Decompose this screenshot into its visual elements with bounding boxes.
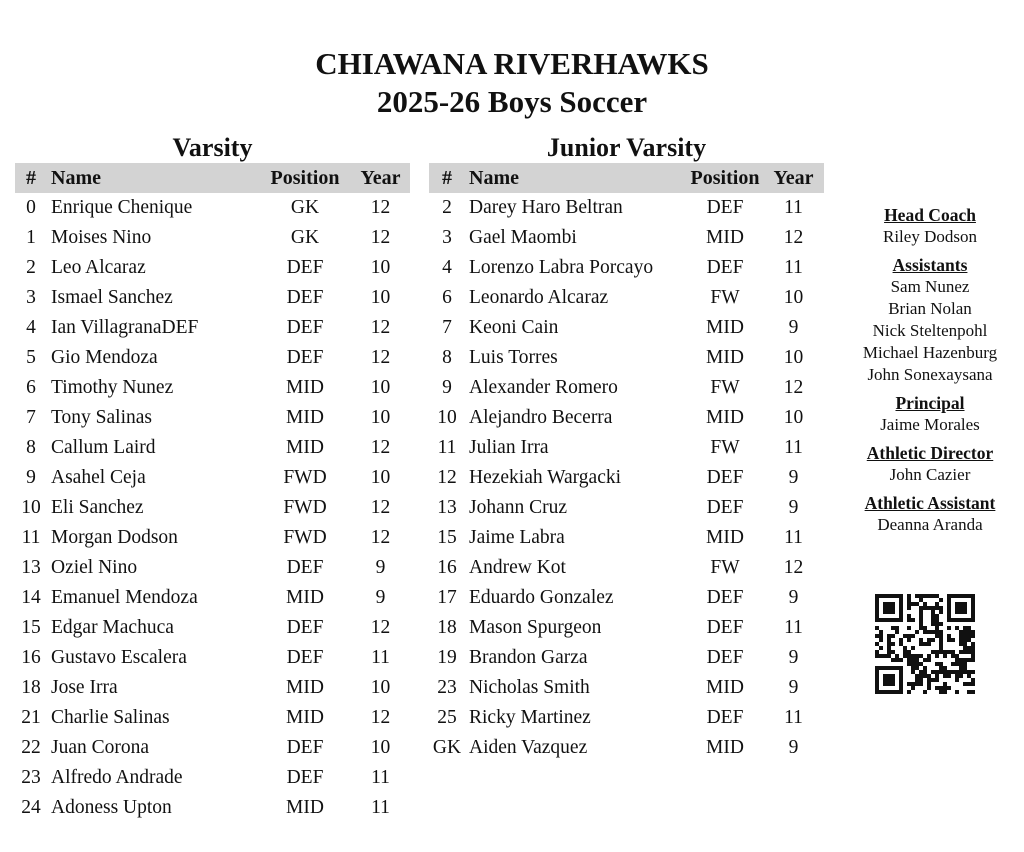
player-name: Juan Corona	[51, 737, 150, 758]
player-name: Ricky Martinez	[469, 707, 591, 728]
player-number: 23	[437, 677, 457, 698]
player-name: Jaime Labra	[469, 527, 565, 548]
player-name: Adoness Upton	[51, 797, 172, 818]
player-year: 12	[783, 557, 804, 578]
player-year: 12	[370, 317, 391, 338]
staff-name: Sam Nunez	[890, 277, 970, 296]
player-year: 10	[370, 407, 391, 428]
jv-roster-table	[429, 163, 824, 763]
player-name: Luis Torres	[469, 347, 558, 368]
player-number: 4	[26, 317, 36, 338]
table-row	[429, 193, 824, 223]
player-position: MID	[706, 347, 744, 368]
player-position: MID	[706, 227, 744, 248]
player-name: Aiden Vazquez	[469, 737, 588, 758]
table-row	[15, 523, 410, 553]
player-number: 9	[442, 377, 452, 398]
coaching-staff	[846, 204, 1014, 536]
table-row	[15, 433, 410, 463]
player-name: Ian VillagranaDEF	[51, 317, 199, 338]
player-position: DEF	[706, 497, 744, 518]
player-position: MID	[286, 407, 324, 428]
player-position: DEF	[286, 557, 324, 578]
player-position: DEF	[286, 737, 324, 758]
table-row	[429, 703, 824, 733]
player-number: 5	[26, 347, 36, 368]
player-number: 10	[21, 497, 41, 518]
player-name: Lorenzo Labra Porcayo	[469, 257, 654, 278]
staff-heading: Assistants	[892, 255, 968, 275]
player-year: 11	[371, 797, 390, 818]
player-year: 11	[784, 527, 803, 548]
table-row	[429, 283, 824, 313]
page-title: CHIAWANA RIVERHAWKS	[315, 46, 709, 81]
player-position: DEF	[706, 707, 744, 728]
table-row	[15, 763, 410, 793]
player-year: 11	[371, 647, 390, 668]
qr-code-icon	[875, 594, 975, 694]
varsity-title: Varsity	[172, 133, 253, 162]
player-year: 10	[370, 377, 391, 398]
player-position: GK	[290, 227, 320, 248]
player-year: 12	[370, 227, 391, 248]
table-row	[15, 193, 410, 223]
player-position: FW	[710, 557, 740, 578]
table-row	[15, 553, 410, 583]
varsity-roster-table	[15, 163, 410, 823]
player-position: FWD	[283, 527, 327, 548]
player-position: DEF	[706, 617, 744, 638]
player-year: 11	[784, 437, 803, 458]
player-year: 10	[370, 257, 391, 278]
player-number: GK	[432, 737, 462, 758]
column-header-name: Name	[465, 163, 687, 193]
player-year: 9	[788, 677, 799, 698]
player-name: Timothy Nunez	[51, 377, 174, 398]
table-row	[429, 673, 824, 703]
player-name: Andrew Kot	[469, 557, 566, 578]
table-row	[15, 733, 410, 763]
player-year: 9	[788, 737, 799, 758]
player-number: 18	[21, 677, 41, 698]
staff-name: Brian Nolan	[888, 299, 972, 318]
table-row	[429, 553, 824, 583]
player-name: Morgan Dodson	[51, 527, 178, 548]
column-header-year: Year	[351, 163, 410, 193]
player-year: 12	[370, 497, 391, 518]
column-header-year: Year	[763, 163, 824, 193]
table-row	[15, 403, 410, 433]
player-year: 11	[784, 707, 803, 728]
player-number: 10	[437, 407, 457, 428]
staff-name: Michael Hazenburg	[862, 343, 998, 362]
column-header-number: #	[429, 163, 465, 193]
player-number: 2	[26, 257, 36, 278]
player-year: 10	[370, 467, 391, 488]
table-row	[15, 313, 410, 343]
player-name: Leo Alcaraz	[51, 257, 146, 278]
player-name: Eli Sanchez	[51, 497, 144, 518]
player-year: 12	[370, 197, 391, 218]
player-position: GK	[290, 197, 320, 218]
player-name: Eduardo Gonzalez	[469, 587, 614, 608]
player-number: 14	[21, 587, 41, 608]
player-position: MID	[706, 407, 744, 428]
player-name: Edgar Machuca	[51, 617, 174, 638]
player-name: Brandon Garza	[469, 647, 588, 668]
table-row	[15, 373, 410, 403]
player-name: Tony Salinas	[51, 407, 153, 428]
player-year: 12	[783, 227, 804, 248]
player-number: 8	[442, 347, 452, 368]
table-row	[429, 523, 824, 553]
table-row	[429, 253, 824, 283]
player-year: 9	[788, 467, 799, 488]
player-position: DEF	[706, 197, 744, 218]
table-row	[429, 613, 824, 643]
player-number: 7	[26, 407, 36, 428]
staff-heading: Athletic Director	[866, 443, 994, 463]
player-year: 9	[788, 647, 799, 668]
table-row	[429, 733, 824, 763]
jv-title: Junior Varsity	[546, 133, 707, 162]
table-row	[429, 223, 824, 253]
player-year: 12	[370, 437, 391, 458]
player-year: 10	[783, 407, 804, 428]
player-number: 16	[21, 647, 41, 668]
player-year: 10	[370, 677, 391, 698]
player-year: 9	[375, 587, 386, 608]
player-year: 10	[370, 287, 391, 308]
staff-name: Jaime Morales	[880, 415, 980, 434]
table-row	[15, 703, 410, 733]
player-year: 11	[784, 617, 803, 638]
staff-name: Riley Dodson	[883, 227, 977, 246]
player-number: 23	[21, 767, 41, 788]
player-year: 9	[375, 557, 386, 578]
player-number: 18	[437, 617, 457, 638]
player-position: MID	[706, 677, 744, 698]
player-position: MID	[286, 677, 324, 698]
player-name: Hezekiah Wargacki	[469, 467, 622, 488]
player-position: DEF	[706, 467, 744, 488]
player-name: Gio Mendoza	[51, 347, 158, 368]
player-position: MID	[706, 317, 744, 338]
player-position: DEF	[286, 767, 324, 788]
player-name: Alfredo Andrade	[51, 767, 183, 788]
player-name: Enrique Chenique	[51, 197, 193, 218]
player-position: FW	[710, 377, 740, 398]
player-number: 0	[26, 197, 36, 218]
player-position: FWD	[283, 497, 327, 518]
table-row	[429, 403, 824, 433]
table-row	[429, 643, 824, 673]
player-name: Keoni Cain	[469, 317, 559, 338]
player-year: 10	[783, 347, 804, 368]
player-name: Nicholas Smith	[469, 677, 590, 698]
player-position: DEF	[286, 257, 324, 278]
player-position: MID	[286, 437, 324, 458]
player-position: FWD	[283, 467, 327, 488]
staff-heading: Head Coach	[884, 205, 976, 225]
table-row	[429, 373, 824, 403]
player-number: 4	[442, 257, 452, 278]
player-name: Alejandro Becerra	[469, 407, 613, 428]
player-position: DEF	[286, 317, 324, 338]
table-row	[429, 493, 824, 523]
player-number: 1	[26, 227, 36, 248]
table-row	[429, 463, 824, 493]
player-name: Johann Cruz	[469, 497, 568, 518]
table-row	[429, 433, 824, 463]
player-number: 11	[21, 527, 41, 548]
table-row	[15, 493, 410, 523]
player-year: 11	[784, 257, 803, 278]
player-position: FW	[710, 437, 740, 458]
staff-name: Deanna Aranda	[877, 515, 983, 534]
player-name: Mason Spurgeon	[469, 617, 602, 638]
player-name: Alexander Romero	[469, 377, 618, 398]
table-row	[429, 583, 824, 613]
player-name: Jose Irra	[51, 677, 118, 698]
player-position: MID	[286, 377, 324, 398]
table-row	[15, 793, 410, 823]
table-row	[15, 223, 410, 253]
column-header-name: Name	[47, 163, 259, 193]
player-position: DEF	[286, 617, 324, 638]
player-name: Gustavo Escalera	[51, 647, 187, 668]
player-number: 6	[442, 287, 452, 308]
player-year: 10	[370, 737, 391, 758]
column-header-number: #	[15, 163, 47, 193]
page-subtitle: 2025-26 Boys Soccer	[376, 84, 648, 119]
player-name: Emanuel Mendoza	[51, 587, 198, 608]
player-position: DEF	[286, 347, 324, 368]
player-number: 11	[437, 437, 457, 458]
staff-heading: Athletic Assistant	[864, 493, 996, 513]
table-row	[15, 643, 410, 673]
player-position: MID	[286, 797, 324, 818]
player-position: DEF	[706, 587, 744, 608]
player-name: Ismael Sanchez	[51, 287, 173, 308]
table-row	[15, 613, 410, 643]
player-number: 13	[21, 557, 41, 578]
player-name: Darey Haro Beltran	[469, 197, 623, 218]
player-name: Leonardo Alcaraz	[469, 287, 609, 308]
player-year: 9	[788, 587, 799, 608]
player-number: 9	[26, 467, 36, 488]
player-name: Gael Maombi	[469, 227, 577, 248]
player-year: 12	[370, 617, 391, 638]
player-position: DEF	[286, 287, 324, 308]
player-name: Oziel Nino	[51, 557, 138, 578]
table-row	[15, 673, 410, 703]
player-year: 10	[783, 287, 804, 308]
player-number: 2	[442, 197, 452, 218]
player-position: DEF	[706, 647, 744, 668]
player-year: 12	[783, 377, 804, 398]
player-number: 15	[21, 617, 41, 638]
player-year: 12	[370, 527, 391, 548]
player-year: 9	[788, 317, 799, 338]
table-header-row	[15, 163, 410, 193]
table-header-row	[429, 163, 824, 193]
player-number: 7	[442, 317, 452, 338]
player-number: 8	[26, 437, 36, 458]
player-year: 11	[371, 767, 390, 788]
player-year: 9	[788, 497, 799, 518]
player-number: 15	[437, 527, 457, 548]
table-row	[429, 343, 824, 373]
player-year: 11	[784, 197, 803, 218]
player-number: 3	[442, 227, 452, 248]
player-position: FW	[710, 287, 740, 308]
staff-heading: Principal	[895, 393, 965, 413]
table-row	[15, 583, 410, 613]
player-year: 12	[370, 347, 391, 368]
player-position: DEF	[706, 257, 744, 278]
player-number: 19	[437, 647, 457, 668]
player-name: Julian Irra	[469, 437, 549, 458]
player-number: 13	[437, 497, 457, 518]
player-position: MID	[706, 737, 744, 758]
player-number: 22	[21, 737, 41, 758]
player-name: Asahel Ceja	[51, 467, 146, 488]
player-position: MID	[286, 707, 324, 728]
player-number: 24	[21, 797, 41, 818]
player-position: MID	[706, 527, 744, 548]
table-row	[15, 283, 410, 313]
player-year: 12	[370, 707, 391, 728]
column-header-position: Position	[687, 163, 763, 193]
table-row	[429, 313, 824, 343]
column-header-position: Position	[259, 163, 351, 193]
staff-name: John Sonexaysana	[867, 365, 993, 384]
player-number: 16	[437, 557, 457, 578]
player-name: Callum Laird	[51, 437, 156, 458]
staff-name: John Cazier	[889, 465, 971, 484]
player-number: 3	[26, 287, 36, 308]
player-name: Moises Nino	[51, 227, 152, 248]
staff-name: Nick Steltenpohl	[872, 321, 988, 340]
player-position: DEF	[286, 647, 324, 668]
player-number: 25	[437, 707, 457, 728]
table-row	[15, 463, 410, 493]
table-row	[15, 343, 410, 373]
player-name: Charlie Salinas	[51, 707, 170, 728]
player-number: 21	[21, 707, 41, 728]
player-number: 6	[26, 377, 36, 398]
player-number: 12	[437, 467, 457, 488]
player-position: MID	[286, 587, 324, 608]
table-row	[15, 253, 410, 283]
player-number: 17	[437, 587, 457, 608]
